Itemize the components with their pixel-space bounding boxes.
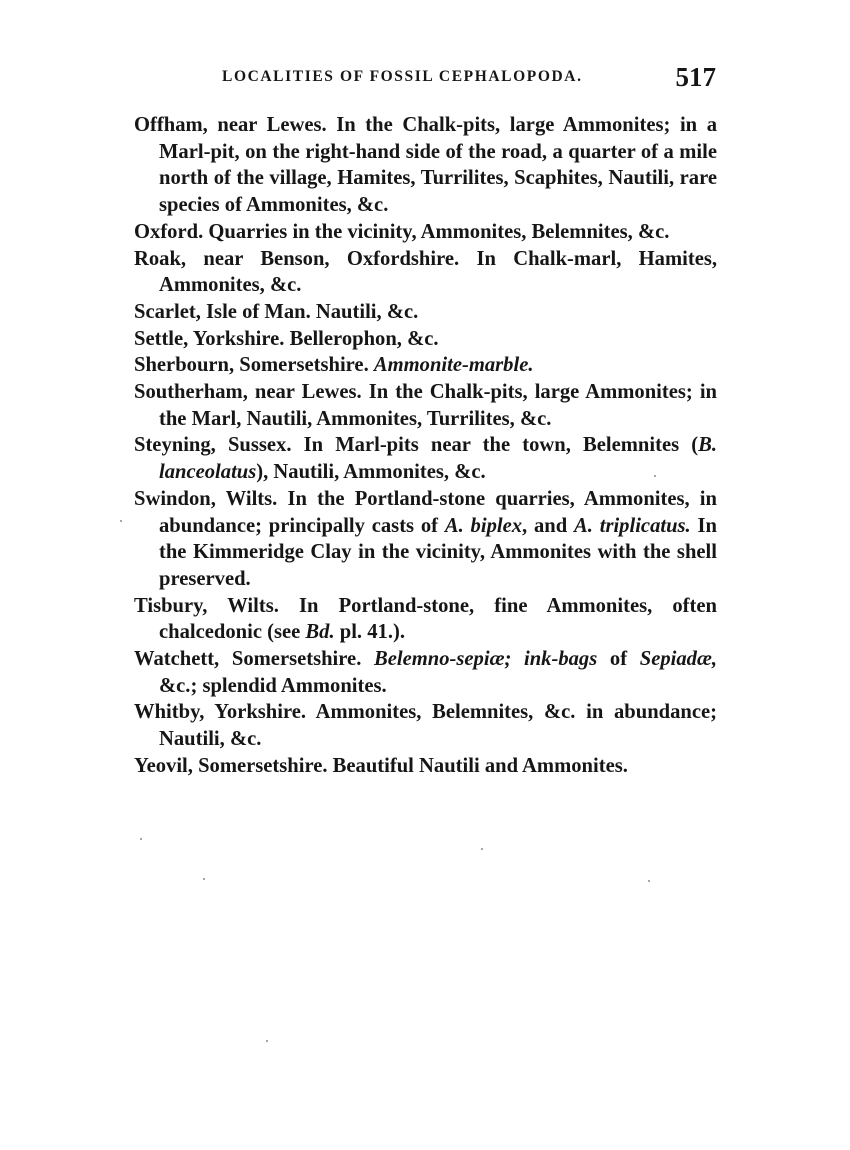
running-header xyxy=(216,62,716,96)
species-name: Belemno-sepiæ; ink-bags xyxy=(374,648,598,671)
locality-entry-tisbury xyxy=(134,593,717,646)
locality-description-italic: Ammonite-marble. xyxy=(373,354,534,377)
locality-description: Nautili, &c. xyxy=(310,300,419,323)
locality-entry-offham xyxy=(134,112,717,219)
locality-description: Beautiful Nautili and Ammonites. xyxy=(327,754,628,777)
locality-description: Quarries in the vicinity, Ammonites, Belemnites, &c. xyxy=(203,220,670,243)
locality-name: Oxford. xyxy=(134,220,204,243)
species-name: B. lanceolatus xyxy=(159,434,717,484)
species-name: A. triplicatus. xyxy=(574,514,691,537)
locality-name: Offham, near Lewes. xyxy=(134,114,327,136)
locality-description: In the Portland-stone quarries, Ammonites, in abundance; principally casts of xyxy=(159,487,717,537)
running-title: LOCALITIES OF FOSSIL CEPHALOPODA. xyxy=(222,68,583,85)
locality-description: In the Chalk-pits, large Ammonites; in a Marl-pit, on the right-hand side of the road, a quarter of a mile north of the village, Hamites, Turrilites, Scaphites, Nautili, rare species of Ammonites, &c. xyxy=(159,114,717,217)
paper-speck xyxy=(481,848,483,850)
locality-description: Bellerophon, &c. xyxy=(284,327,439,350)
locality-entry-swindon xyxy=(134,486,717,593)
locality-entry-scarlet xyxy=(134,299,717,326)
species-name: Sepiadæ, xyxy=(639,648,717,671)
locality-name: Sherbourn, Somersetshire. xyxy=(134,354,369,377)
locality-name: Yeovil, Somersetshire. xyxy=(134,754,328,777)
locality-name: Steyning, Sussex. xyxy=(134,434,292,457)
locality-description-cont: of xyxy=(597,648,640,671)
locality-name: Watchett, Somersetshire. xyxy=(134,648,362,671)
locality-name: Scarlet, Isle of Man. xyxy=(134,300,311,323)
paper-speck xyxy=(654,475,656,477)
locality-entry-yeovil xyxy=(134,753,717,780)
paper-speck xyxy=(140,838,142,840)
locality-entry-steyning xyxy=(134,432,717,485)
locality-entry-watchett xyxy=(134,646,717,699)
locality-list xyxy=(134,112,717,780)
locality-entry-settle xyxy=(134,326,717,353)
paper-speck xyxy=(266,1040,268,1042)
locality-description: In the Chalk-pits, large Ammonites; in the Marl, Nautili, Ammonites, Turrilites, &c. xyxy=(159,381,717,430)
locality-entry-southerham xyxy=(134,379,717,432)
locality-description: In Marl-pits near the town, Belemnites ( xyxy=(291,434,699,457)
locality-name: Settle, Yorkshire. xyxy=(134,327,285,350)
locality-entry-roak xyxy=(134,246,717,299)
locality-description-cont: &c.; splendid Ammonites. xyxy=(159,674,387,697)
reference-abbreviation: Bd. xyxy=(305,621,335,644)
locality-description xyxy=(361,648,374,670)
locality-entry-whitby xyxy=(134,699,717,752)
locality-name: Tisbury, Wilts. xyxy=(134,594,279,617)
locality-name: Southerham, near Lewes. xyxy=(134,381,362,404)
paper-speck xyxy=(648,880,650,882)
locality-name: Roak, near Benson, Oxfordshire. xyxy=(134,247,460,270)
locality-description-cont: pl. 41.). xyxy=(334,621,405,644)
locality-name: Swindon, Wilts. xyxy=(134,487,278,510)
paper-speck xyxy=(203,878,205,880)
locality-entry-sherbourn xyxy=(134,352,717,379)
page-number: 517 xyxy=(675,62,716,92)
locality-name: Whitby, Yorkshire. xyxy=(134,701,307,724)
locality-description: Ammonites, Belemnites, &c. in abundance; Nautili, &c. xyxy=(159,701,717,751)
species-name: A. biplex xyxy=(444,514,523,537)
locality-description-cont: ), Nautili, Ammonites, &c. xyxy=(256,461,486,484)
paper-speck xyxy=(120,520,122,522)
locality-description-cont: , and xyxy=(522,514,575,537)
locality-entry-oxford xyxy=(134,219,717,246)
locality-description: In Portland-stone, fine Ammonites, often chalcedonic (see xyxy=(159,594,717,644)
locality-description: In Chalk-marl, Hamites, Ammonites, &c. xyxy=(159,247,717,297)
locality-description-cont: In the Kimmeridge Clay in the vicinity, Ammonites with the shell preserved. xyxy=(159,514,717,590)
